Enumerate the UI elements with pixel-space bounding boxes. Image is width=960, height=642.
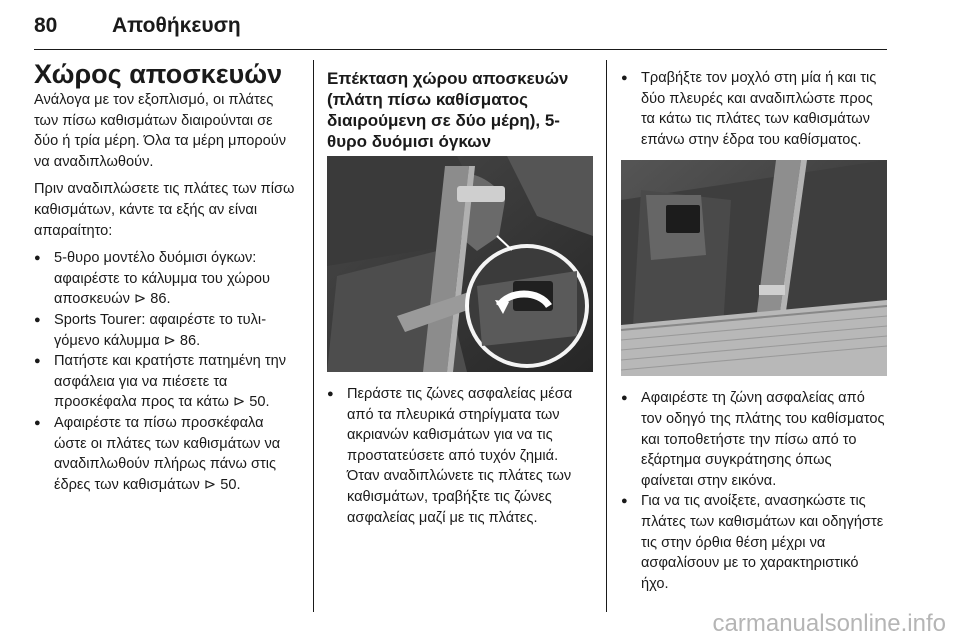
bullet-item: ● Περάστε τις ζώνες ασφαλείας μέσα από τα πλευρικά στηρίγματα των ακριανών καθισμάτων για να τις προστατεύσετε από τυχόν ζημιά. Όταν αναδιπλώνετε τις πλάτες των καθισμάτων, τραβήξτε τις ζώνες ασφαλείας μαζί με τις πλάτες.	[327, 384, 593, 528]
reference-arrow-icon: ⊳	[163, 332, 176, 349]
reference-arrow-icon: ⊳	[203, 476, 217, 493]
bullet-text: Sports Tourer: αφαιρέστε το τυλιγόμενο κάλυμμα	[54, 311, 267, 349]
reference-arrow-icon: ⊳	[232, 394, 246, 411]
page-reference[interactable]	[204, 477, 241, 493]
bullet-text: 5-θυρο μοντέλο δυόμισι όγκων: αφαιρέστε το κάλυμμα του χώρου αποσκευών	[54, 250, 271, 308]
bullet-text: Πατήστε και κρατήστε πατημένη την ασφάλεια για να πιέσετε τα προσκέφαλα προς τα κάτω	[54, 353, 287, 411]
column-divider-2	[606, 60, 607, 612]
seatbelt-guide-illustration	[327, 156, 593, 372]
column-3	[621, 68, 887, 594]
reference-page: 86.	[150, 291, 171, 308]
column-1	[34, 58, 300, 495]
reference-page: 50.	[249, 394, 270, 411]
bullet-item: ● Αφαιρέστε τη ζώνη ασφαλείας από τον οδηγό της πλάτης του καθίσματος και τοποθετήστε την πίσω από το εξάρτημα συγκράτησης όπως φαίνεται στην εικόνα.	[621, 388, 887, 491]
page-reference[interactable]	[134, 291, 171, 307]
bullet-item: ● Τραβήξτε τον μοχλό στη μία ή και τις δύο πλευρές και αναδιπλώστε προς τα κάτω τις πλάτες των καθισμάτων επάνω στην έδρα του καθίσματος.	[621, 68, 887, 150]
seatbelt-guide-drawing	[327, 156, 593, 372]
bullet-item	[34, 351, 300, 413]
bullet-item	[34, 413, 300, 495]
header-divider	[34, 49, 887, 50]
paragraph: Ανάλογα με τον εξοπλισμό, οι πλάτες των πίσω καθισμάτων διαιρούνται σε δύο ή τρία μέρη. Όλα τα μέρη μπορούν να αναδιπλωθούν.	[34, 92, 287, 170]
reference-arrow-icon: ⊳	[133, 291, 147, 308]
reference-page: 50.	[220, 476, 241, 493]
subsection-title: Επέκταση χώρου αποσκευών (πλάτη πίσω καθίσματος διαιρούμενη σε δύο μέρη), 5-θυρο δυόμισι όγκων	[327, 69, 569, 151]
watermark: carmanualsonline.info	[712, 610, 946, 637]
seat-lever-illustration	[621, 160, 887, 376]
reference-page: 86.	[179, 332, 201, 349]
paragraph: Πριν αναδιπλώσετε τις πλάτες των πίσω καθισμάτων, κάντε τα εξής αν είναι απαραίτητο:	[34, 181, 295, 239]
section-title: Χώρος αποσκευών	[34, 59, 283, 89]
bullet-text: Αφαιρέστε τα πίσω προσκέφαλα ώστε οι πλάτες των καθισμάτων να αναδιπλωθούν πλήρως πάνω στις έδρες των καθισμάτων	[54, 414, 281, 493]
column-2	[327, 68, 593, 528]
page-number: 80	[34, 14, 58, 37]
bullet-item	[34, 248, 300, 310]
bullet-item	[34, 310, 300, 351]
page-title: Αποθήκευση	[112, 14, 241, 37]
page-header	[34, 12, 887, 50]
column-divider-1	[313, 60, 314, 612]
page-reference[interactable]	[164, 333, 201, 349]
seat-lever-drawing	[621, 160, 887, 376]
bullet-item: ● Για να τις ανοίξετε, ανασηκώστε τις πλάτες των καθισμάτων και οδηγήστε τις στην όρθια θέση μέχρι να ασφαλίσουν με το χαρακτηριστικό ήχο.	[621, 491, 887, 594]
page-reference[interactable]	[233, 394, 270, 410]
